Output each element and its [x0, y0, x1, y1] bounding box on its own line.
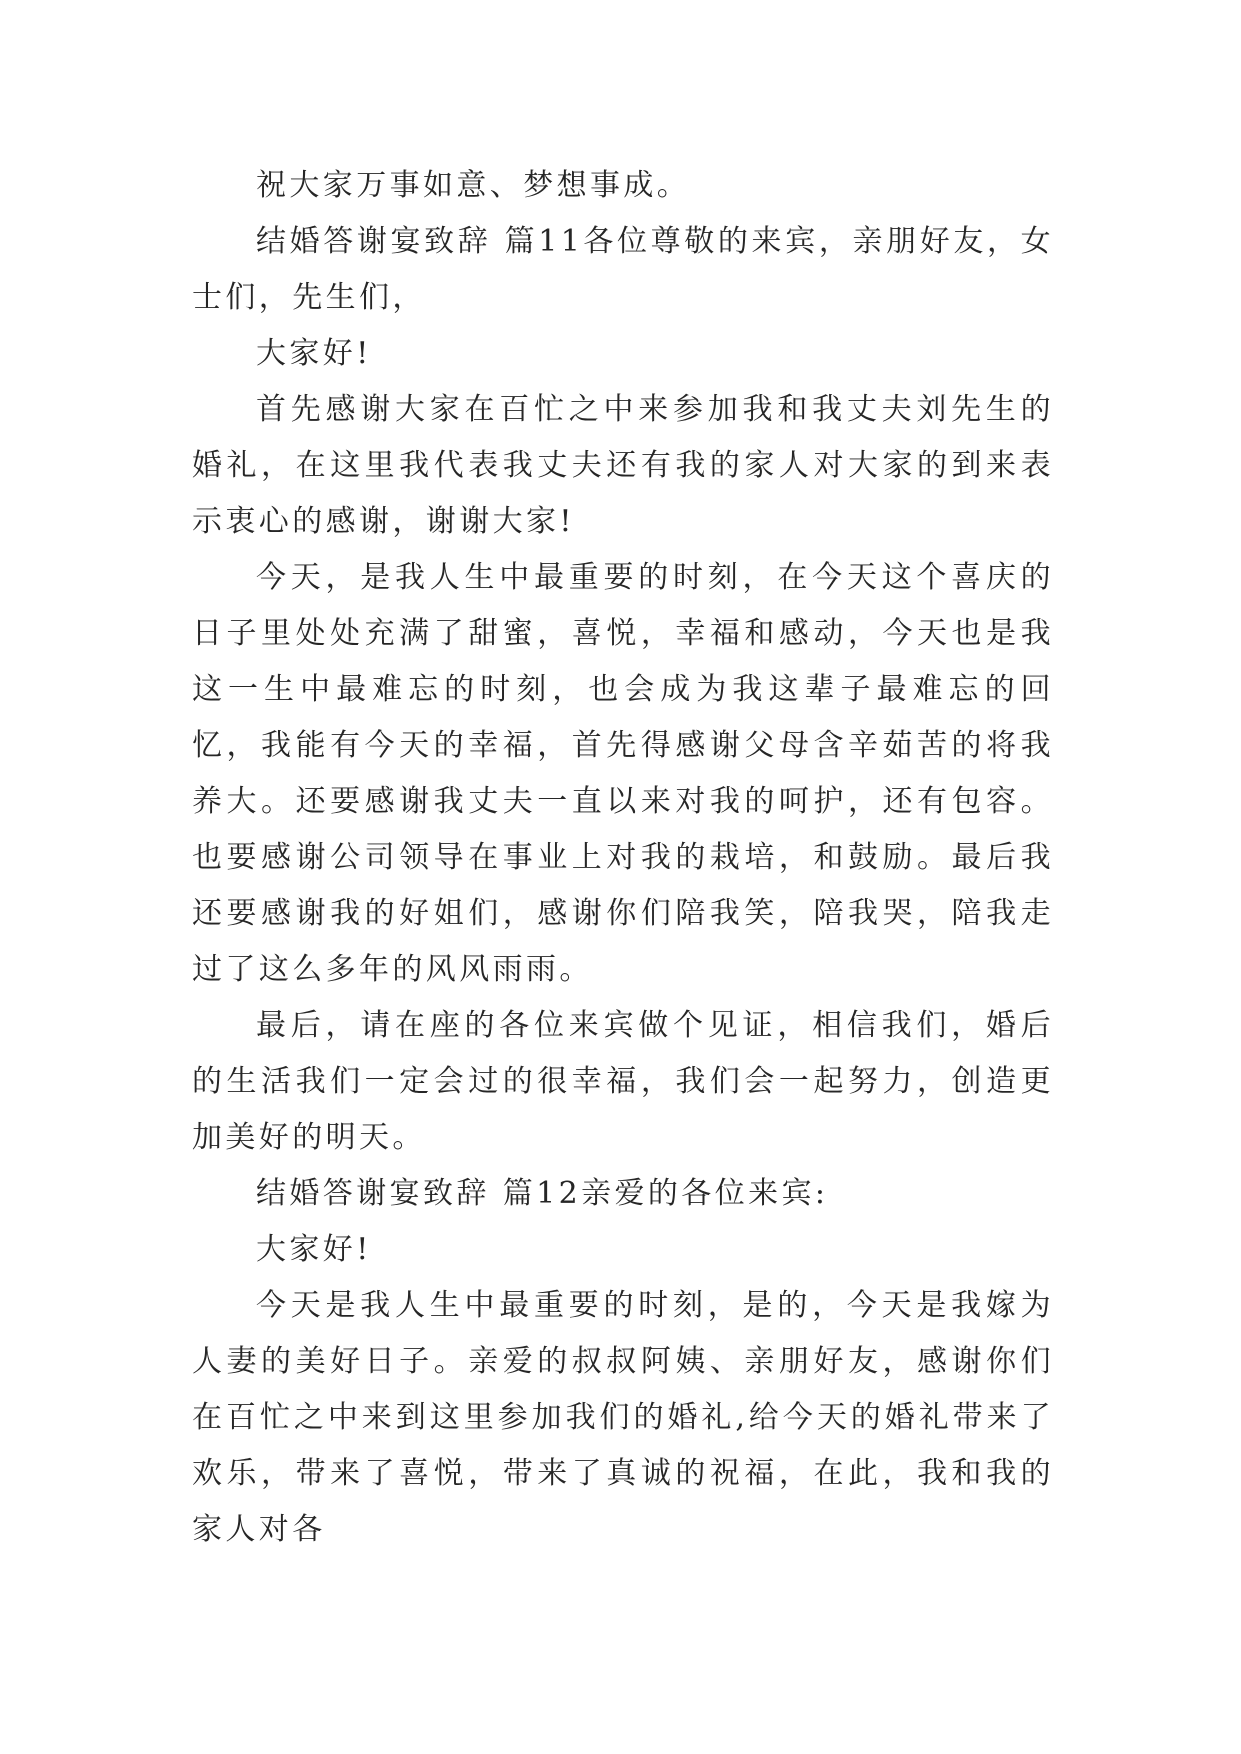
paragraph-speech-11-heading: 结婚答谢宴致辞 篇11各位尊敬的来宾，亲朋好友，女士们，先生们，	[192, 224, 1054, 315]
paragraph-greeting: 大家好!	[256, 336, 372, 371]
paragraph-wedding-day: 今天是我人生中最重要的时刻，是的，今天是我嫁为人妻的美好日子。亲爱的叔叔阿姨、亲朋好友，感谢你们在百忙之中来到这里参加我们的婚礼,给今天的婚礼带来了欢乐，带来了喜悦，带来了真诚的祝福，在此，我和我的家人对各	[192, 1288, 1054, 1547]
paragraph-thanks-guests: 首先感谢大家在百忙之中来参加我和我丈夫刘先生的婚礼，在这里我代表我丈夫还有我的家人对大家的到来表示衷心的感谢，谢谢大家!	[192, 392, 1054, 539]
paragraph-speech-12-heading: 结婚答谢宴致辞 篇12亲爱的各位来宾:	[256, 1176, 829, 1211]
paragraph-witness: 最后，请在座的各位来宾做个见证，相信我们，婚后的生活我们一定会过的很幸福，我们会一起努力，创造更加美好的明天。	[192, 1008, 1054, 1155]
document-body	[192, 158, 1054, 1558]
paragraph-closing-wish: 祝大家万事如意、梦想事成。	[256, 168, 691, 203]
paragraph-important-moment: 今天，是我人生中最重要的时刻，在今天这个喜庆的日子里处处充满了甜蜜，喜悦，幸福和感动，今天也是我这一生中最难忘的时刻，也会成为我这辈子最难忘的回忆，我能有今天的幸福，首先得感谢父母含辛茹苦的将我养大。还要感谢我丈夫一直以来对我的呵护，还有包容。也要感谢公司领导在事业上对我的栽培，和鼓励。最后我还要感谢我的好姐们，感谢你们陪我笑，陪我哭，陪我走过了这么多年的风风雨雨。	[192, 560, 1054, 987]
paragraph-greeting-2: 大家好!	[256, 1232, 372, 1267]
